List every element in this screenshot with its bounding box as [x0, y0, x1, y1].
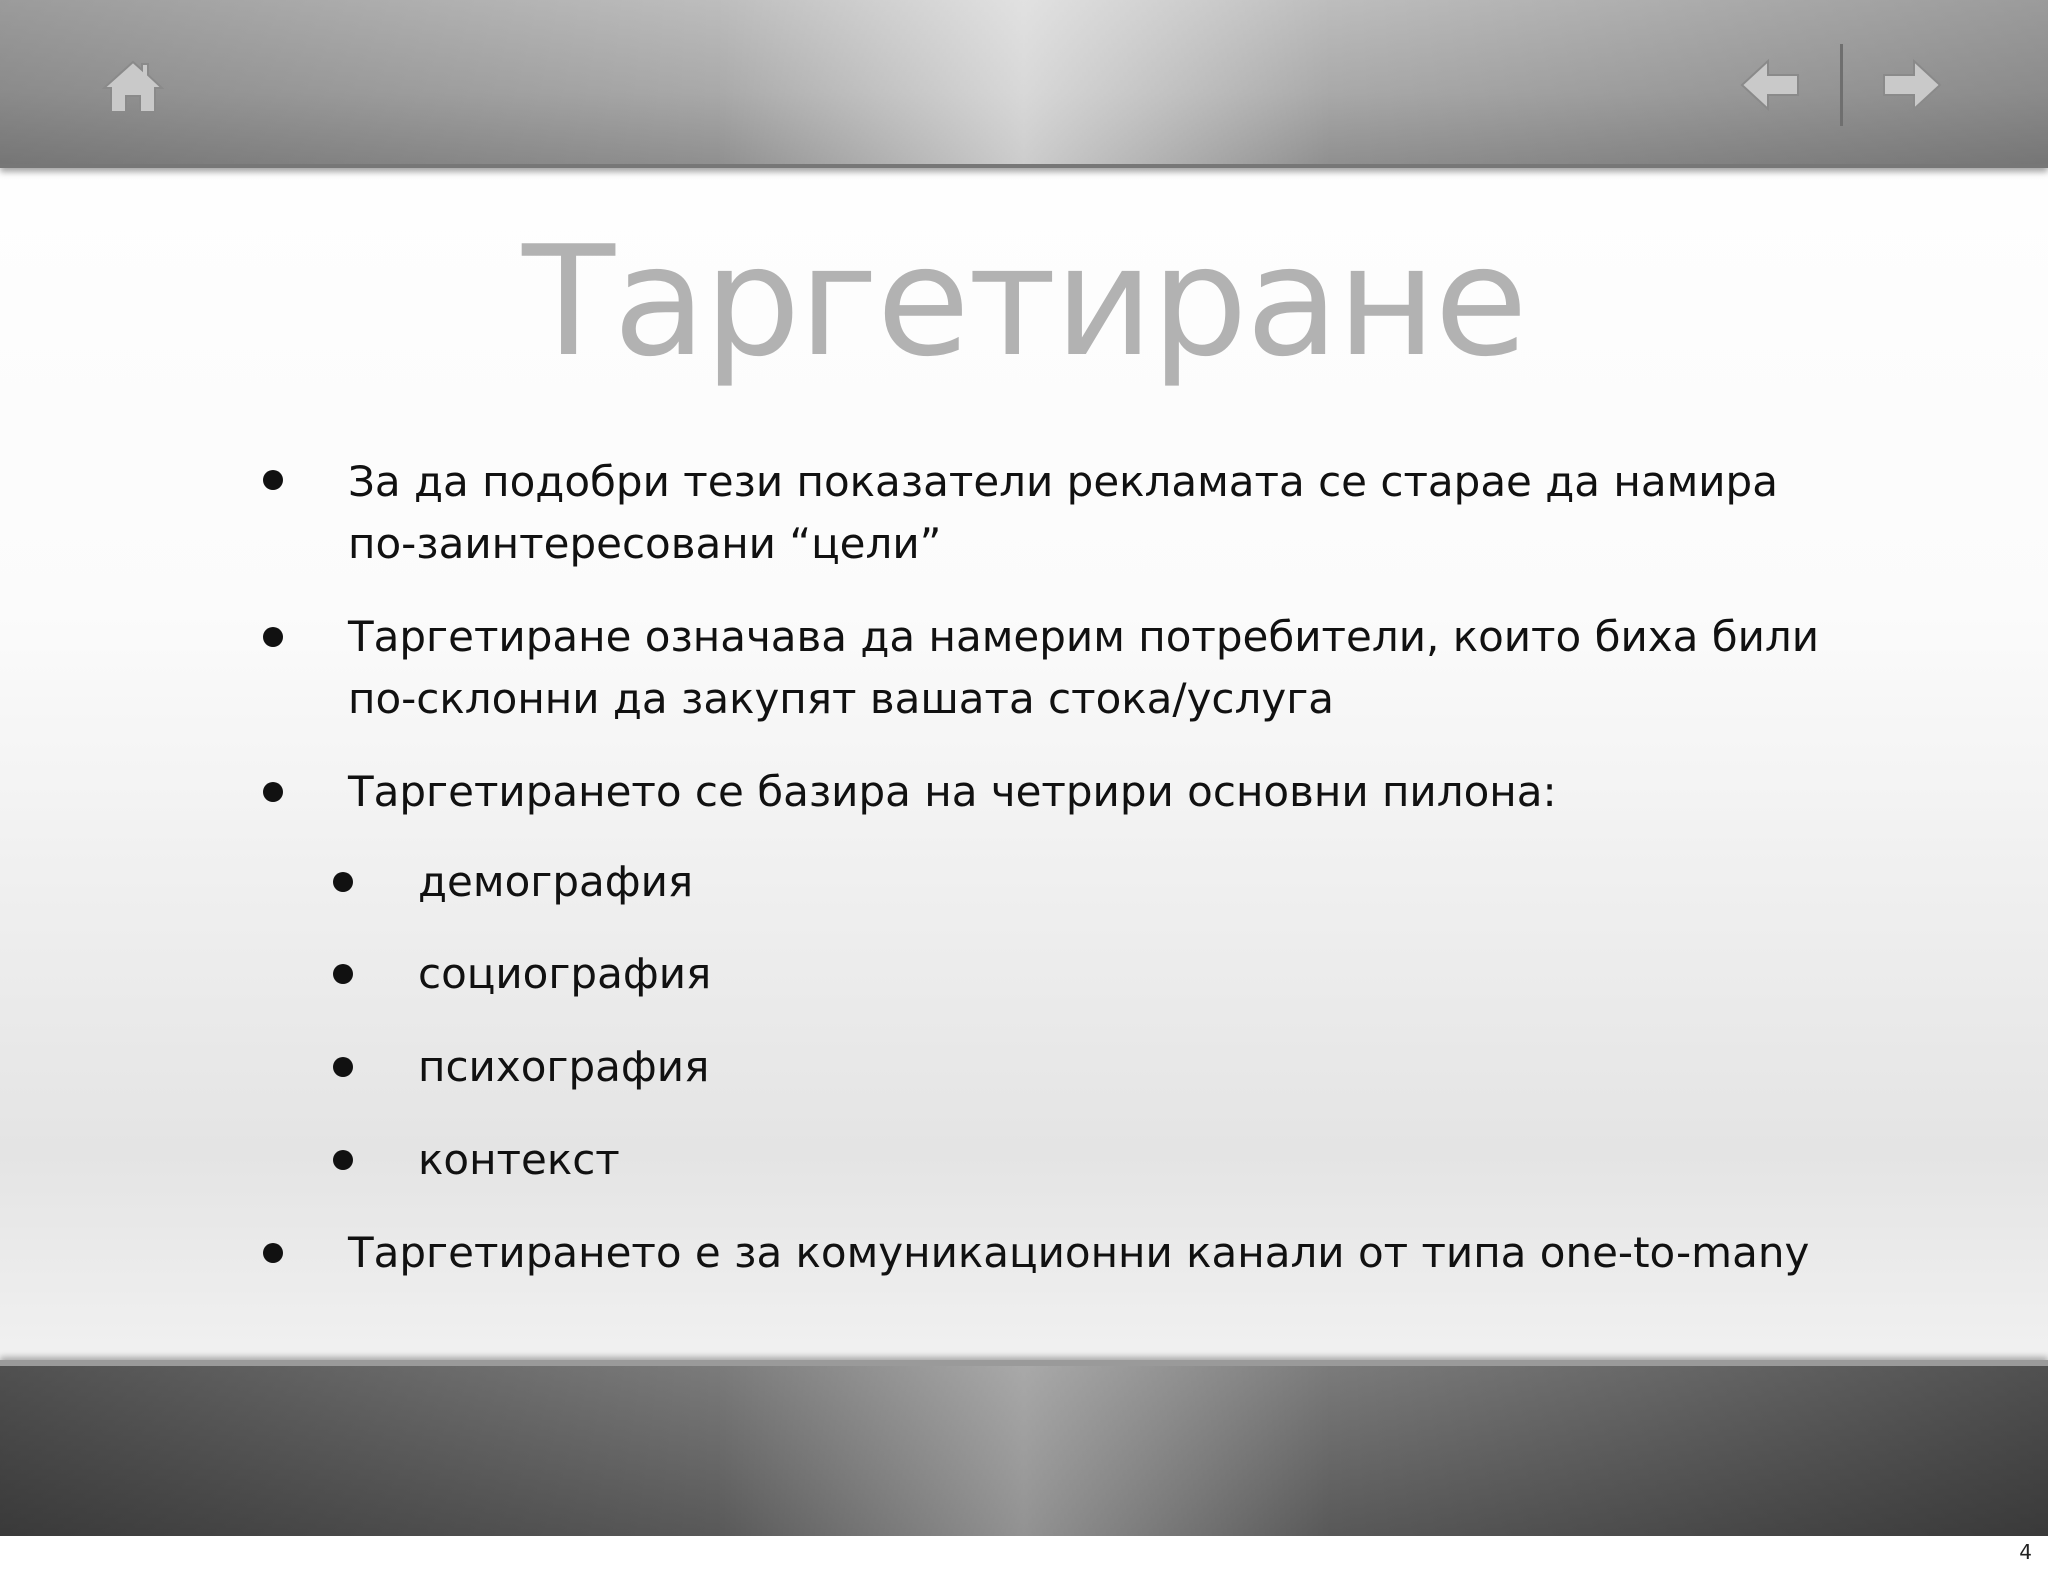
slide-title: Таргетиране — [522, 213, 1526, 390]
home-icon[interactable] — [102, 58, 164, 116]
page-number: 4 — [2019, 1540, 2032, 1564]
sub-bullet-marker — [333, 872, 353, 892]
nav-divider — [1840, 44, 1843, 126]
sub-bullet-marker — [333, 1150, 353, 1170]
bullet-1-line-1: За да подобри тези показатели рекламата се старае да намира — [348, 457, 1778, 506]
top-bar — [0, 0, 2048, 168]
bottom-bar — [0, 1360, 2048, 1536]
bullet-marker — [263, 470, 283, 490]
bullet-1-line-2: по-заинтересовани “цели” — [348, 519, 942, 568]
sub-bullet-demography: демография — [418, 857, 694, 906]
bullet-marker — [263, 1243, 283, 1263]
bullet-3-line-1: Таргетирането се базира на четрири основни пилона: — [348, 767, 1557, 816]
sub-bullet-psychography: психография — [418, 1042, 710, 1091]
sub-bullet-marker — [333, 964, 353, 984]
arrow-left-icon[interactable] — [1740, 58, 1802, 112]
sub-bullet-context: контекст — [418, 1135, 620, 1184]
arrow-right-icon[interactable] — [1880, 58, 1942, 112]
bullet-2-line-2: по-склонни да закупят вашата стока/услуга — [348, 674, 1335, 723]
bullet-marker — [263, 627, 283, 647]
bullet-2-line-1: Таргетиране означава да намерим потребители, които биха били — [348, 612, 1820, 661]
sub-bullet-marker — [333, 1057, 353, 1077]
bullet-marker — [263, 782, 283, 802]
bullet-4-line-1: Таргетирането е за комуникационни канали от типа one-to-many — [348, 1228, 1810, 1277]
sub-bullet-sociography: социография — [418, 949, 712, 998]
